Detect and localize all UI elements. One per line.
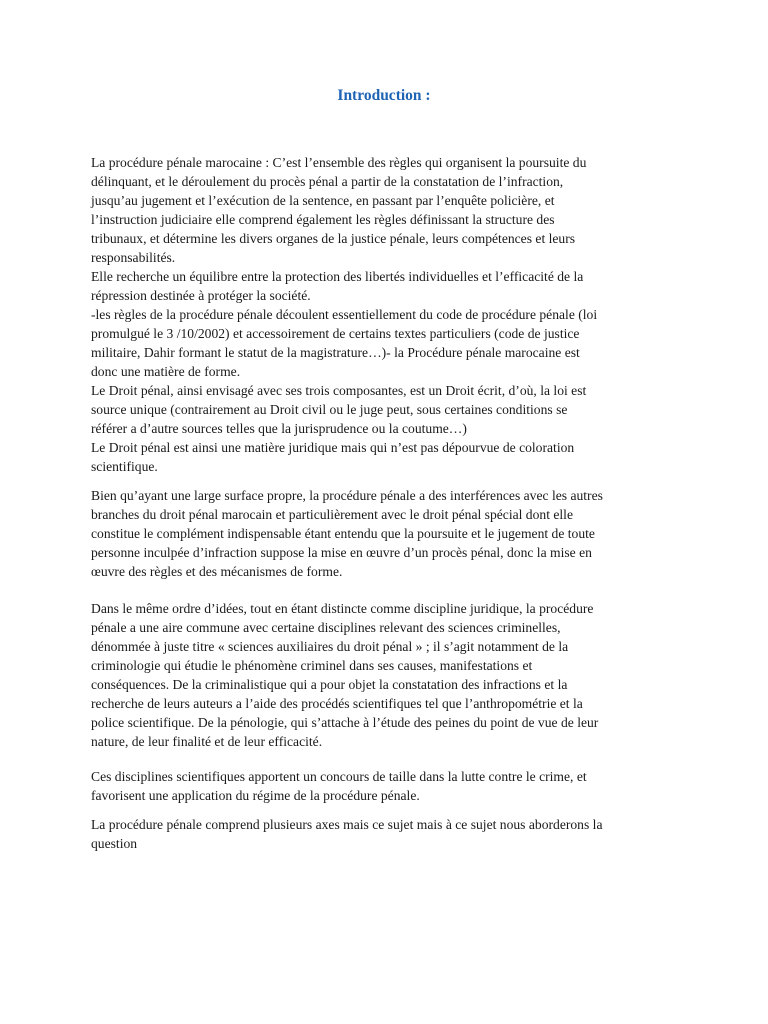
paragraph-interferences: Bien qu’ayant une large surface propre, la procédure pénale a des interférences avec les autres branches du droit pénal marocain et particulièrement avec le droit pénal spécial dont elle constitue le complément indispensable étant entendu que la poursuite et le jugement de toute personne inculpée d’infraction suppose la mise en œuvre d’un procès pénal, donc la mise en œuvre des règles et des mécanismes de forme.: [91, 488, 603, 579]
document-body: [91, 153, 691, 853]
paragraph-auxiliary-sciences: Dans le même ordre d’idées, tout en étant distincte comme discipline juridique, la procédure pénale a une aire commune avec certaine disciplines relevant des sciences criminelles, dénommée à juste titre « sciences auxiliaires du droit pénal » ; il s’agit notamment de la criminologie qui étudie le phénomène criminel dans ses causes, manifestations et conséquences. De la criminalistique qui a pour objet la constatation des infractions et la recherche de leurs auteurs a l’aide des procédés scientifiques tel que l’anthropométrie et la police scientifique. De la pénologie, qui s’attache à l’étude des peines du point de vue de leur nature, de leur finalité et de leur efficacité.: [91, 601, 599, 749]
page-title: Introduction :: [337, 87, 431, 104]
paragraph-definition: La procédure pénale marocaine : C’est l’ensemble des règles qui organisent la poursuite du délinquant, et le déroulement du procès pénal a partir de la constatation de l’infraction, jusqu’au jugement et l’exécution de la sentence, en passant par l’enquête policière, et l’instruction judiciaire elle comprend également les règles définissant la structure des tribunaux, et détermine les divers organes de la justice pénale, leurs compétences et leurs responsabilités. Elle recherche un équilibre entre la protection des libertés individuelles et l’efficacité de la répression destinée à protéger la société. -les règles de la procédure pénale découlent essentiellement du code de procédure pénale (loi promulgué le 3 /10/2002) et accessoirement de certains textes particuliers (code de justice militaire, Dahir formant le statut de la magistrature…)- la Procédure pénale marocaine est donc une matière de forme. Le Droit pénal, ainsi envisagé avec ses trois composantes, est un Droit écrit, d’où, la loi est source unique (contrairement au Droit civil ou le juge peut, sous certaines conditions se référer a d’autre sources telles que la jurisprudence ou la coutume…) Le Droit pénal est ainsi une matière juridique mais qui n’est pas dépourvue de coloration scientifique.: [91, 155, 598, 474]
paragraph-axes: La procédure pénale comprend plusieurs axes mais ce sujet mais à ce sujet nous aborderons la question: [91, 817, 603, 851]
paragraph-scientific-disciplines: Ces disciplines scientifiques apportent un concours de taille dans la lutte contre le crime, et favorisent une application du régime de la procédure pénale.: [91, 769, 587, 803]
